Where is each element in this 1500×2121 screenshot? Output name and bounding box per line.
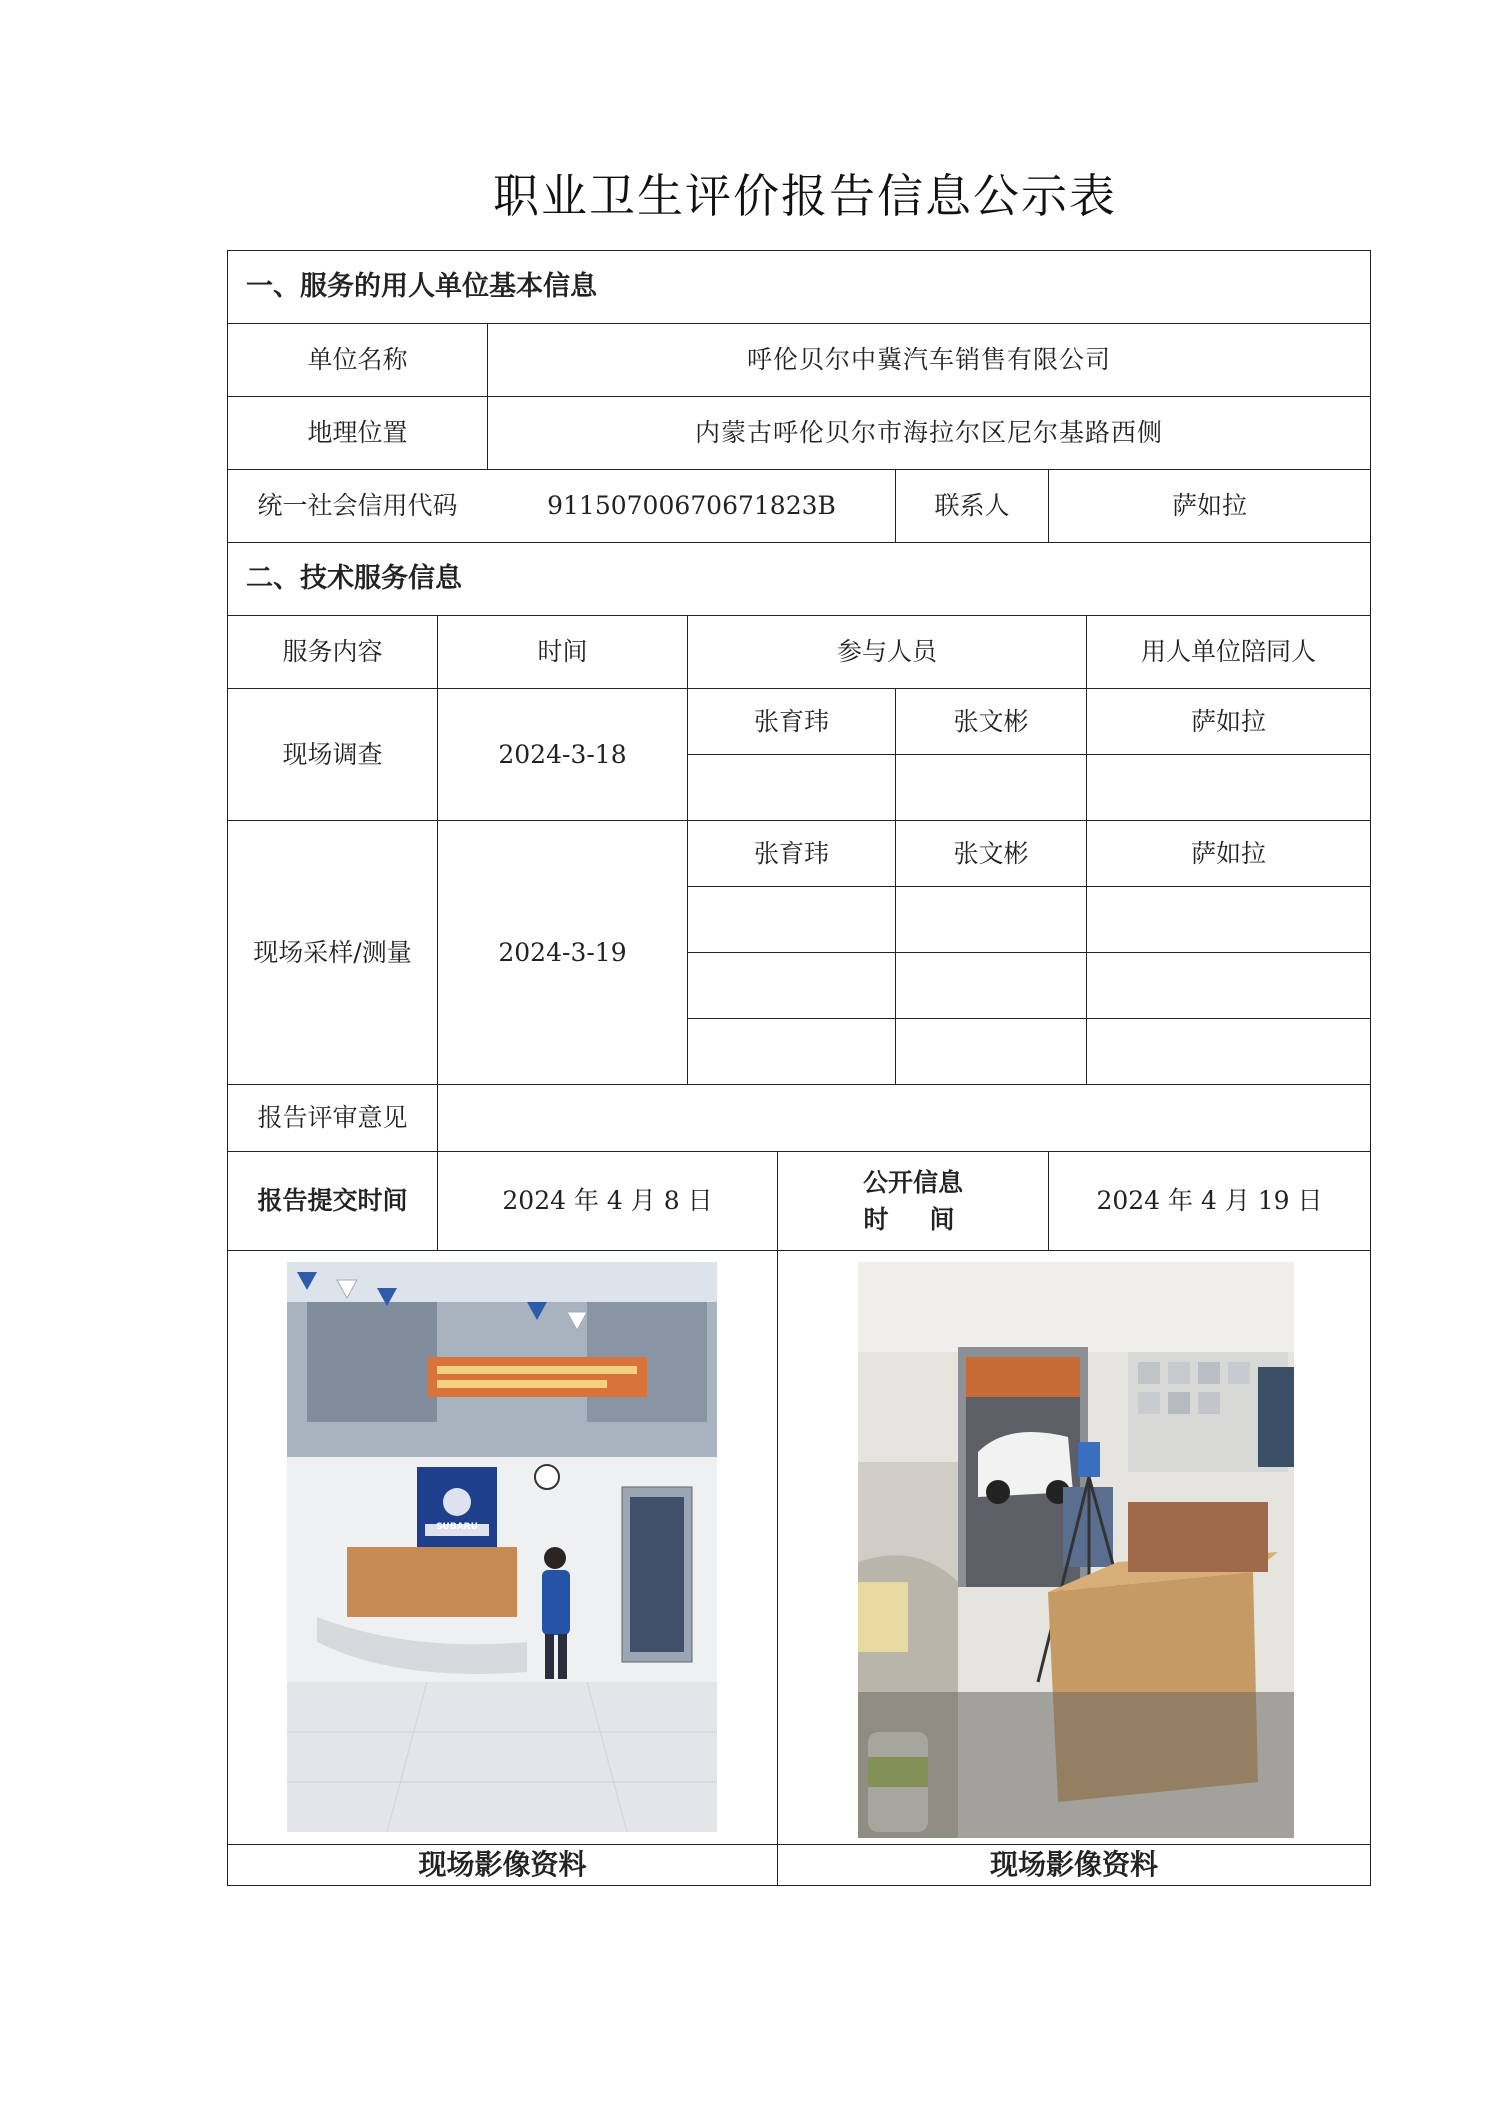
review-label: 报告评审意见 xyxy=(257,1103,408,1133)
submit-time-label: 报告提交时间 xyxy=(257,1186,408,1216)
sampling-person-1: 张育玮 xyxy=(753,838,829,868)
site-photo-sampling xyxy=(858,1262,1294,1838)
sampling-date: 2024-3-19 xyxy=(498,937,627,967)
unit-name-value: 呼伦贝尔中冀汽车销售有限公司 xyxy=(746,345,1111,375)
site-photo-reception xyxy=(287,1262,717,1832)
sampling-person-2: 张文彬 xyxy=(953,838,1029,868)
unit-name-label: 单位名称 xyxy=(307,345,408,375)
sampling-accompany: 萨如拉 xyxy=(1190,838,1266,868)
location-label: 地理位置 xyxy=(307,418,408,448)
subaru-sign-text: SUBARU xyxy=(436,1522,478,1532)
publish-time-label-line-2: 时 间 xyxy=(863,1205,963,1234)
sampling-label: 现场采样/测量 xyxy=(253,937,412,967)
survey-person-2: 张文彬 xyxy=(953,706,1029,736)
contact-value: 萨如拉 xyxy=(1171,491,1247,521)
publish-time-label xyxy=(778,1152,1048,1250)
contact-label: 联系人 xyxy=(934,491,1010,521)
header-accompany: 用人单位陪同人 xyxy=(1140,637,1316,667)
header-service-content: 服务内容 xyxy=(282,637,383,667)
header-participants: 参与人员 xyxy=(836,637,937,667)
submit-time-value: 2024 年 4 月 8 日 xyxy=(502,1186,713,1216)
section-1-heading: 一、服务的用人单位基本信息 xyxy=(246,270,597,302)
location-value: 内蒙古呼伦贝尔市海拉尔区尼尔基路西侧 xyxy=(694,418,1163,448)
publish-time-label-line-1: 公开信息 xyxy=(862,1167,963,1197)
survey-person-1: 张育玮 xyxy=(753,706,829,736)
credit-code-value: 91150700670671823B xyxy=(547,491,836,521)
publish-time-value: 2024 年 4 月 19 日 xyxy=(1096,1186,1323,1216)
survey-label: 现场调查 xyxy=(282,739,383,769)
reception-photo-image xyxy=(287,1262,717,1832)
survey-accompany: 萨如拉 xyxy=(1190,706,1266,736)
photo-caption-2: 现场影像资料 xyxy=(989,1848,1158,1881)
photo-caption-1: 现场影像资料 xyxy=(418,1848,587,1881)
page-title: 职业卫生评价报告信息公示表 xyxy=(493,169,1117,223)
survey-date: 2024-3-18 xyxy=(498,739,627,769)
sampling-photo-image xyxy=(858,1262,1294,1838)
header-time: 时间 xyxy=(537,637,588,667)
credit-code-label: 统一社会信用代码 xyxy=(257,491,458,521)
section-2-heading: 二、技术服务信息 xyxy=(246,562,462,594)
